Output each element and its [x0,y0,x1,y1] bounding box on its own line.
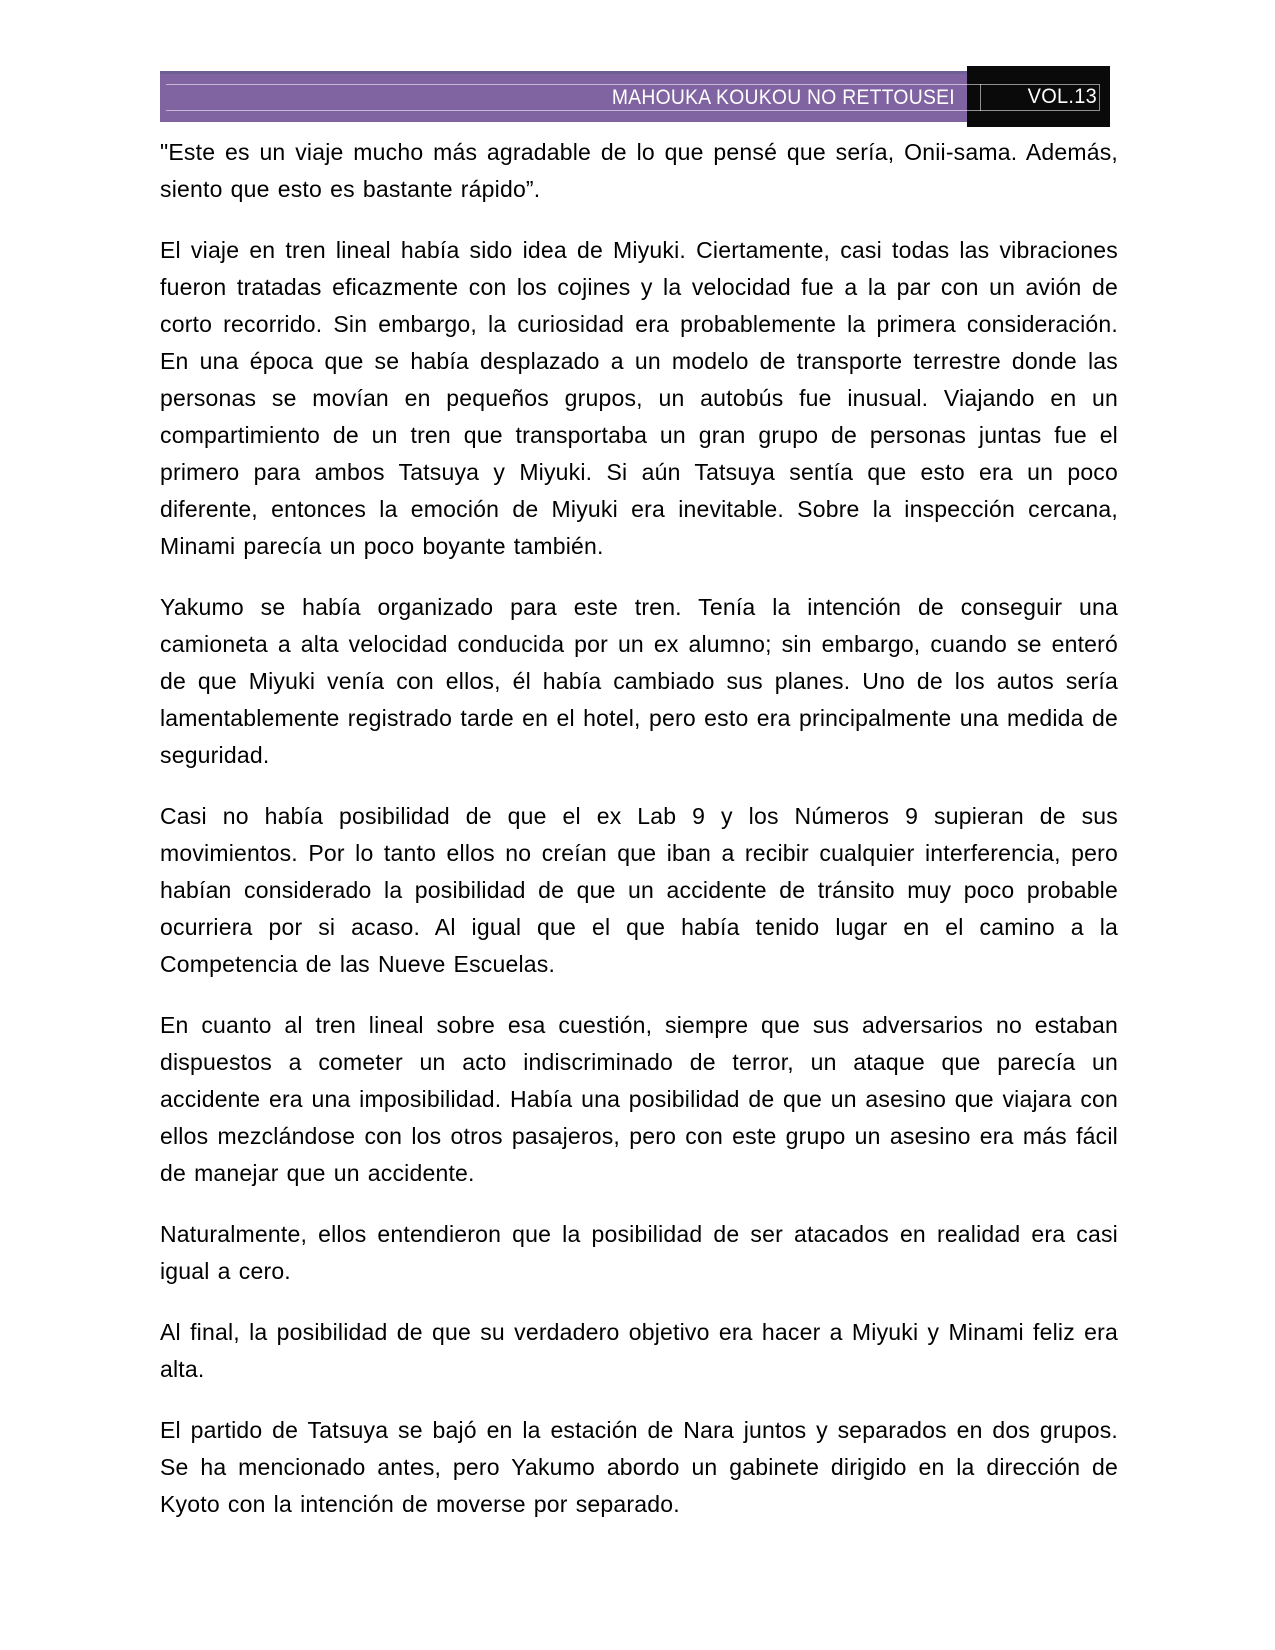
page-content [160,134,1118,1547]
paragraph: Al final, la posibilidad de que su verdadero objetivo era hacer a Miyuki y Minami feliz era alta. [160,1319,1118,1382]
volume-number-badge [967,66,1110,127]
paragraph: El viaje en tren lineal había sido idea de Miyuki. Ciertamente, casi todas las vibraciones fueron tratadas eficazmente con los cojines y la velocidad fue a la par con un avión de corto recorrido. Sin embargo, la curiosidad era probablemente la primera consideración. En una época que se había desplazado a un modelo de transporte terrestre donde las personas se movían en pequeños grupos, un autobús fue inusual. Viajando en un compartimiento de un tren que transportaba un gran grupo de personas juntas fue el primero para ambos Tatsuya y Miyuki. Si aún Tatsuya sentía que esto era un poco diferente, entonces la emoción de Miyuki era inevitable. Sobre la inspección cercana, Minami parecía un poco boyante también. [160,237,1118,559]
volume-title: MAHOUKA KOUKOU NO RETTOUSEI [611,86,955,109]
paragraph: En cuanto al tren lineal sobre esa cuestión, siempre que sus adversarios no estaban dispuestos a cometer un acto indiscriminado de terror, un ataque que parecía un accidente era una imposibilidad. Había una posibilidad de que un asesino que viajara con ellos mezclándose con los otros pasajeros, pero con este grupo un asesino era más fácil de manejar que un accidente. [160,1012,1118,1186]
paragraph: Yakumo se había organizado para este tren. Tenía la intención de conseguir una camioneta a alta velocidad conducida por un ex alumno; sin embargo, cuando se enteró de que Miyuki venía con ellos, él había cambiado sus planes. Uno de los autos sería lamentablemente registrado tarde en el hotel, pero esto era principalmente una medida de seguridad. [160,594,1118,768]
paragraph: "Este es un viaje mucho más agradable de lo que pensé que sería, Onii-sama. Además, siento que esto es bastante rápido”. [160,139,1118,202]
paragraph: Naturalmente, ellos entendieron que la posibilidad de ser atacados en realidad era casi igual a cero. [160,1221,1118,1284]
page-header [160,66,1110,127]
volume-number: VOL.13 [1027,84,1097,108]
header-title-cell [160,71,967,122]
paragraph: Casi no había posibilidad de que el ex Lab 9 y los Números 9 supieran de sus movimientos. Por lo tanto ellos no creían que iban a recibir cualquier interferencia, pero habían considerado la posibilidad de que un accidente de tránsito muy poco probable ocurriera por si acaso. Al igual que el que había tenido lugar en el camino a la Competencia de las Nueve Escuelas. [160,803,1118,977]
paragraph: El partido de Tatsuya se bajó en la estación de Nara juntos y separados en dos grupos. Se ha mencionado antes, pero Yakumo abordo un gabinete dirigido en la dirección de Kyoto con la intención de moverse por separado. [160,1417,1118,1517]
